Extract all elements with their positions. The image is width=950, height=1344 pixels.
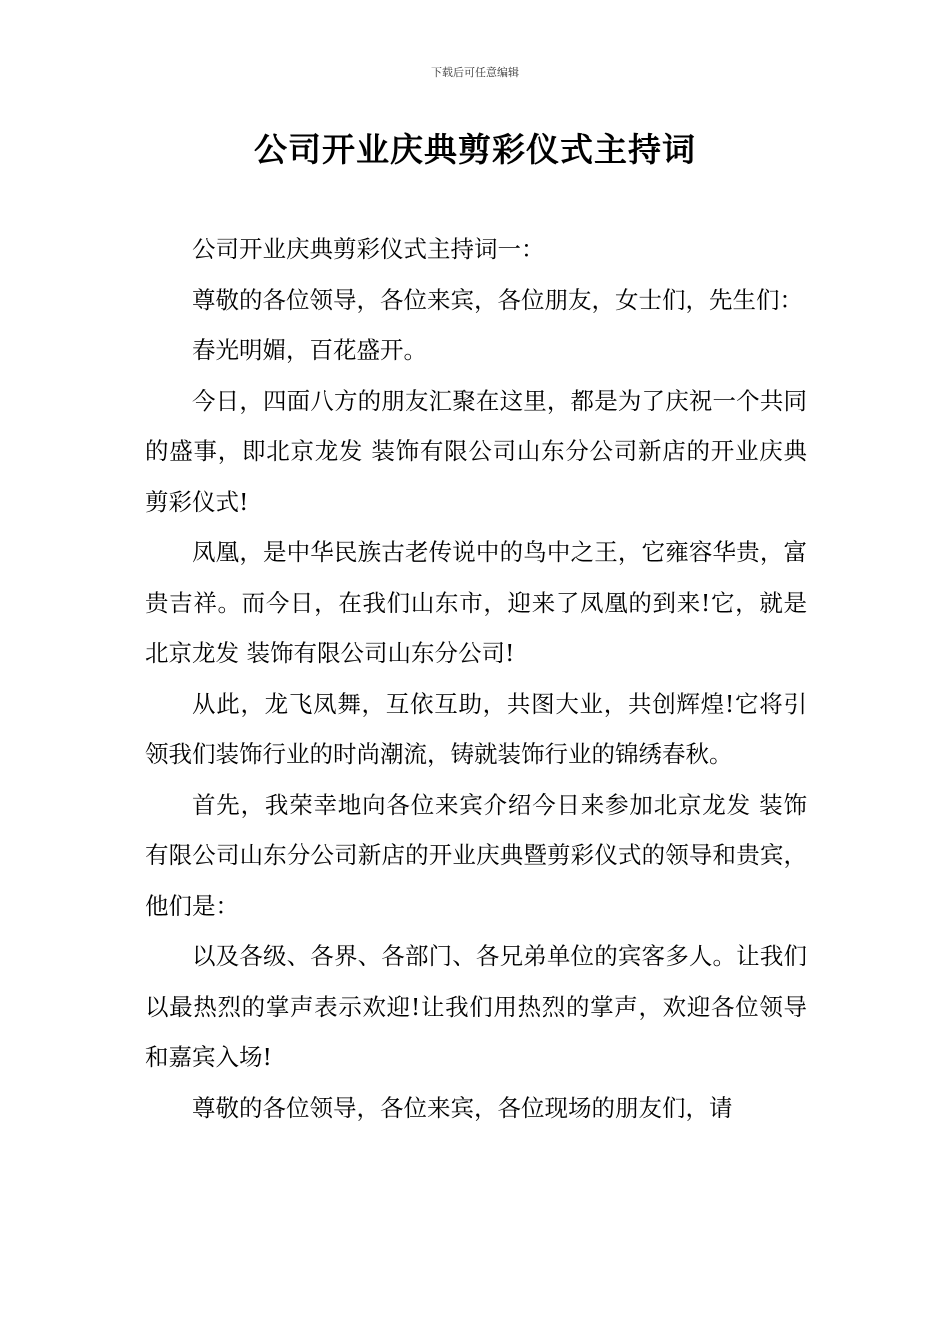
paragraph: 从此，龙飞凤舞，互依互助，共图大业，共创辉煌!它将引领我们装饰行业的时尚潮流，铸就装饰行业的锦绣春秋。 xyxy=(145,689,807,768)
document-body xyxy=(145,224,807,1133)
paragraph: 尊敬的各位领导，各位来宾，各位现场的朋友们，请 xyxy=(192,1093,733,1122)
paragraph: 尊敬的各位领导，各位来宾，各位朋友，女士们，先生们： xyxy=(192,285,803,314)
paragraph: 以及各级、各界、各部门、各兄弟单位的宾客多人。让我们以最热烈的掌声表示欢迎!让我们用热烈的掌声，欢迎各位领导和嘉宾入场! xyxy=(145,942,807,1071)
download-note: 下载后可任意编辑 xyxy=(431,66,519,79)
paragraph: 春光明媚，百花盛开。 xyxy=(192,336,427,364)
paragraph: 凤凰，是中华民族古老传说中的鸟中之王，它雍容华贵，富贵吉祥。而今日，在我们山东市，迎来了凤凰的到来!它，就是北京龙发 装饰有限公司山东分公司! xyxy=(145,538,807,667)
paragraph: 今日，四面八方的朋友汇聚在这里，都是为了庆祝一个共同的盛事，即北京龙发 装饰有限公司山东分公司新店的开业庆典剪彩仪式! xyxy=(145,386,807,516)
paragraph: 首先，我荣幸地向各位来宾介绍今日来参加北京龙发 装饰有限公司山东分公司新店的开业庆典暨剪彩仪式的领导和贵宾，他们是： xyxy=(145,790,807,920)
document-title: 公司开业庆典剪彩仪式主持词 xyxy=(254,130,696,169)
paragraph: 公司开业庆典剪彩仪式主持词一： xyxy=(192,235,545,263)
